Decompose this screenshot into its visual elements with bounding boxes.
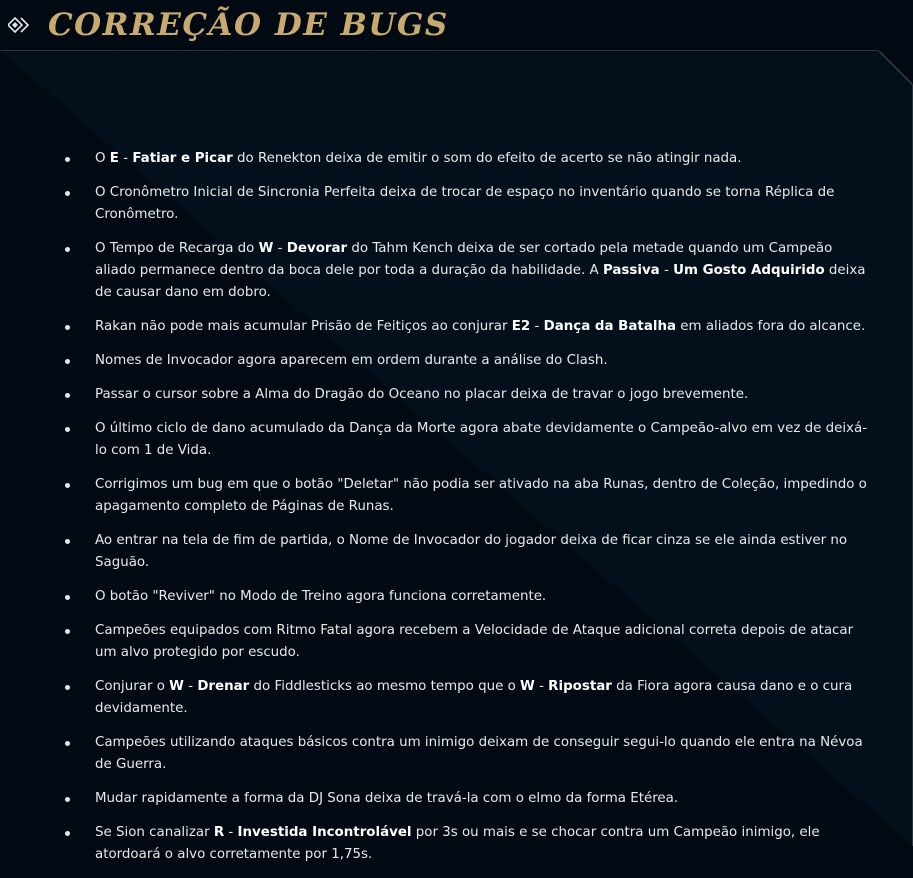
list-item bbox=[0, 238, 913, 304]
diamond-icon bbox=[8, 14, 30, 36]
ability-name: Investida Incontrolável bbox=[237, 825, 412, 840]
note-text: do Fiddlesticks ao mesmo tempo que o bbox=[249, 679, 521, 694]
list-item bbox=[0, 530, 913, 574]
note-text: - bbox=[183, 679, 198, 694]
bug-fix-list bbox=[0, 148, 913, 878]
note-text: Rakan não pode mais acumular Prisão de Feitiços ao conjurar bbox=[95, 319, 512, 334]
note-text: Ao entrar na tela de fim de partida, o Nome de Invocador do jogador deixa de ficar cinza se ele ainda estiver no Saguão. bbox=[95, 533, 848, 570]
list-item bbox=[0, 418, 913, 462]
note-text: - bbox=[534, 679, 549, 694]
note-text: O botão "Reviver" no Modo de Treino agora funciona corretamente. bbox=[95, 589, 547, 604]
list-item bbox=[0, 148, 913, 170]
ability-name: Drenar bbox=[197, 679, 250, 694]
list-item bbox=[0, 676, 913, 720]
note-text: do Tahm Kench deixa de ser cortado pela metade quando um Campeão aliado permanece dentro da boca dele por toda a duração da habilidade. A bbox=[95, 241, 833, 278]
note-text: Mudar rapidamente a forma da DJ Sona deixa de travá-la com o elmo da forma Etérea. bbox=[95, 791, 679, 806]
note-text: - bbox=[118, 151, 133, 166]
ability-name: W bbox=[520, 679, 535, 694]
ability-name: Fatiar e Picar bbox=[132, 151, 233, 166]
list-item bbox=[0, 822, 913, 866]
note-text: Campeões equipados com Ritmo Fatal agora recebem a Velocidade de Ataque adicional correta depois de atacar um alvo protegido por escudo. bbox=[95, 623, 854, 660]
ability-name: Passiva bbox=[602, 263, 660, 278]
list-item bbox=[0, 620, 913, 664]
ability-name: E bbox=[109, 151, 119, 166]
note-text: deixa de causar dano em dobro. bbox=[95, 263, 866, 300]
list-item bbox=[0, 316, 913, 338]
list-item bbox=[0, 586, 913, 608]
list-item bbox=[0, 350, 913, 372]
note-text: O Tempo de Recarga do bbox=[95, 241, 259, 256]
note-text: da Fiora agora causa dano e o cura devidamente. bbox=[95, 679, 853, 716]
note-text: O último ciclo de dano acumulado da Dança da Morte agora abate devidamente o Campeão-alvo em vez de deixá-lo com 1 de Vida. bbox=[95, 421, 868, 458]
note-text: O Cronômetro Inicial de Sincronia Perfeita deixa de trocar de espaço no inventário quando se torna Réplica de Cronômetro. bbox=[95, 185, 835, 222]
ability-name: W bbox=[258, 241, 274, 256]
note-text: - bbox=[659, 263, 674, 278]
note-text: - bbox=[224, 825, 238, 840]
list-item bbox=[0, 788, 913, 810]
list-item bbox=[0, 732, 913, 776]
note-text: - bbox=[530, 319, 544, 334]
list-item bbox=[0, 182, 913, 226]
note-text: Se Sion canalizar bbox=[95, 825, 214, 840]
note-text: Nomes de Invocador agora aparecem em ordem durante a análise do Clash. bbox=[95, 353, 608, 368]
note-text: - bbox=[273, 241, 287, 256]
section-header bbox=[0, 0, 913, 50]
patch-notes-panel bbox=[0, 50, 913, 862]
note-text: em aliados fora do alcance. bbox=[676, 319, 866, 334]
note-text: Conjurar o bbox=[95, 679, 170, 694]
ability-name: Um Gosto Adquirido bbox=[673, 263, 825, 278]
note-text: Corrigimos um bug em que o botão "Deletar" não podia ser ativado na aba Runas, dentro de Coleção, impedindo o apagamento completo de Páginas de Runas. bbox=[95, 477, 867, 514]
note-text: Passar o cursor sobre a Alma do Dragão do Oceano no placar deixa de travar o jogo brevemente. bbox=[95, 387, 749, 402]
ability-name: Ripostar bbox=[548, 679, 612, 694]
note-text: por 3s ou mais e se chocar contra um Campeão inimigo, ele atordoará o alvo corretamente por 1,75s. bbox=[95, 825, 820, 862]
ability-name: R bbox=[213, 825, 225, 840]
ability-name: E2 bbox=[511, 319, 531, 334]
list-item bbox=[0, 384, 913, 406]
note-text: O bbox=[95, 151, 110, 166]
note-text: Campeões utilizando ataques básicos contra um inimigo deixam de conseguir segui-lo quando ele entra na Névoa de Guerra. bbox=[95, 735, 863, 772]
page-title: CORREÇÃO DE BUGS bbox=[48, 7, 449, 43]
ability-name: Devorar bbox=[286, 241, 348, 256]
note-text: do Renekton deixa de emitir o som do efeito de acerto se não atingir nada. bbox=[232, 151, 742, 166]
ability-name: Dança da Batalha bbox=[543, 319, 677, 334]
ability-name: W bbox=[169, 679, 184, 694]
list-item bbox=[0, 474, 913, 518]
